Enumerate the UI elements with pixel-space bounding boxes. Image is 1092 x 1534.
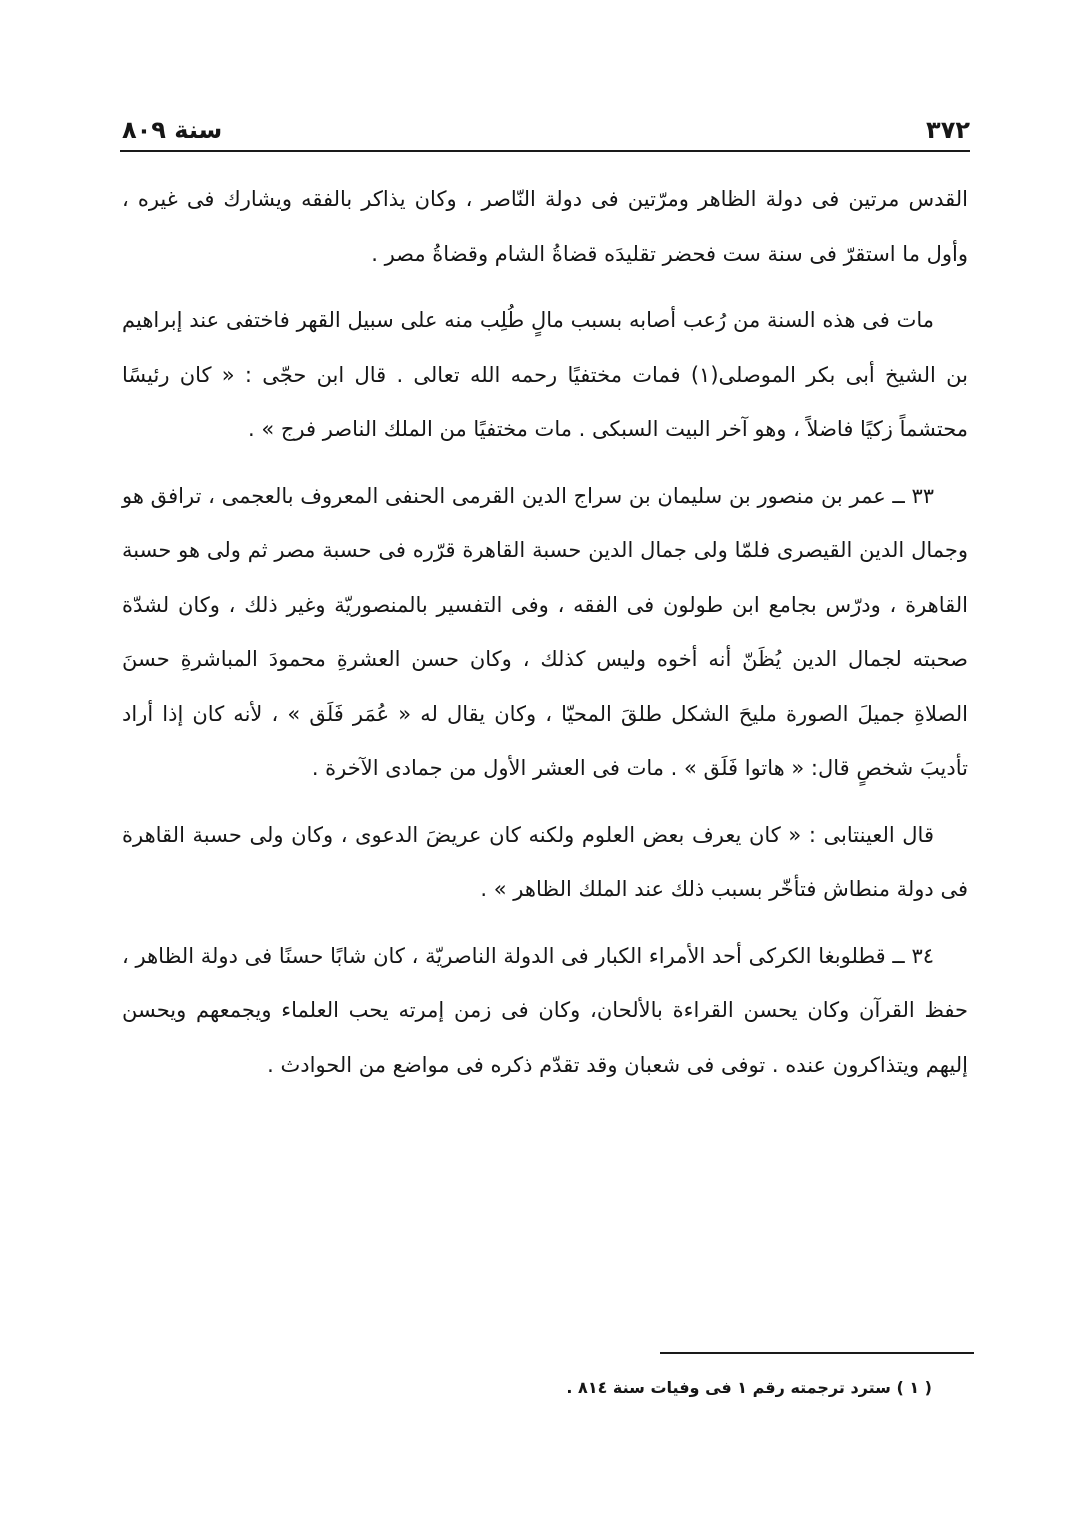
paragraph-continuation: القدس مرتين فى دولة الظاهر ومرّتين فى دولة النّاصر ، وكان يذاكر بالفقه ويشارك فى غيره ، وأول ما استقرّ فى سنة ست فحضر تقليدَه قضاةُ الشام وقضاةُ مصر . (122, 187, 968, 266)
main-text (122, 172, 968, 1104)
page-number: ٣٧٢ (926, 116, 970, 144)
footnote-rule (660, 1352, 974, 1354)
paragraph-entry-34: ٣٤ ــ قطلوبغا الكركى أحد الأمراء الكبار فى الدولة الناصريّة ، كان شابًا حسنًا فى دولة الظاهر ، حفظ القرآن وكان يحسن القراءة بالألحان، وكان فى زمن إمرته يحب العلماء ويجمعهم ويحسن إليهم ويتذاكرون عنده . توفى فى شعبان وقد تقدّم ذكره فى مواضع من الحوادث . (122, 943, 968, 1077)
page-header (122, 98, 970, 144)
paragraph-entry-33: ٣٣ ــ عمر بن منصور بن سليمان بن سراج الدين القرمى الحنفى المعروف بالعجمى ، ترافق هو وجمال الدين القيصرى فلمّا ولى جمال الدين حسبة القاهرة قرّره فى حسبة مصر ثم ولى هو حسبة القاهرة ، ودرّس بجامع ابن طولون فى الفقه ، وفى التفسير بالمنصوريّة وغير ذلك ، وكان لشدّة صحبته لجمال الدين يُظَنّ أنه أخوه وليس كذلك ، وكان حسن العشرةِ محمودَ المباشرةِ حسنَ الصلاةِ جميلَ الصورة مليحَ الشكل طلقَ المحيّا ، وكان يقال له « عُمَر فَلَق » ، لأنه كان إذا أراد تأديبَ شخصٍ قال: « هاتوا فَلَق » . مات فى العشر الأول من جمادى الآخرة . (122, 483, 968, 780)
running-year-title: سنة ٨٠٩ (122, 116, 223, 144)
header-rule (120, 150, 970, 152)
paragraph-aynatabi-quote: قال العينتابى : « كان يعرف بعض العلوم ولكنه كان عريضَ الدعوى ، وكان ولى حسبة القاهرة فى دولة منطاش فتأخّر بسبب ذلك عند الملك الظاهر » . (122, 822, 968, 901)
paragraph-death-note: مات فى هذه السنة من رُعب أصابه بسبب مالٍ طُلِب منه على سبيل القهر فاختفى عند إبراهيم بن الشيخ أبى بكر الموصلى(١) فمات مختفيًا رحمه الله تعالى . قال ابن حجّى : « كان رئيسًا محتشماً زكيًا فاضلاً ، وهو آخر البيت السبكى . مات مختفيًا من الملك الناصر فرج » . (122, 308, 968, 441)
footnote: ( ١ ) سترد ترجمته رقم ١ فى وفيات سنة ٨١٤ . (566, 1378, 932, 1397)
